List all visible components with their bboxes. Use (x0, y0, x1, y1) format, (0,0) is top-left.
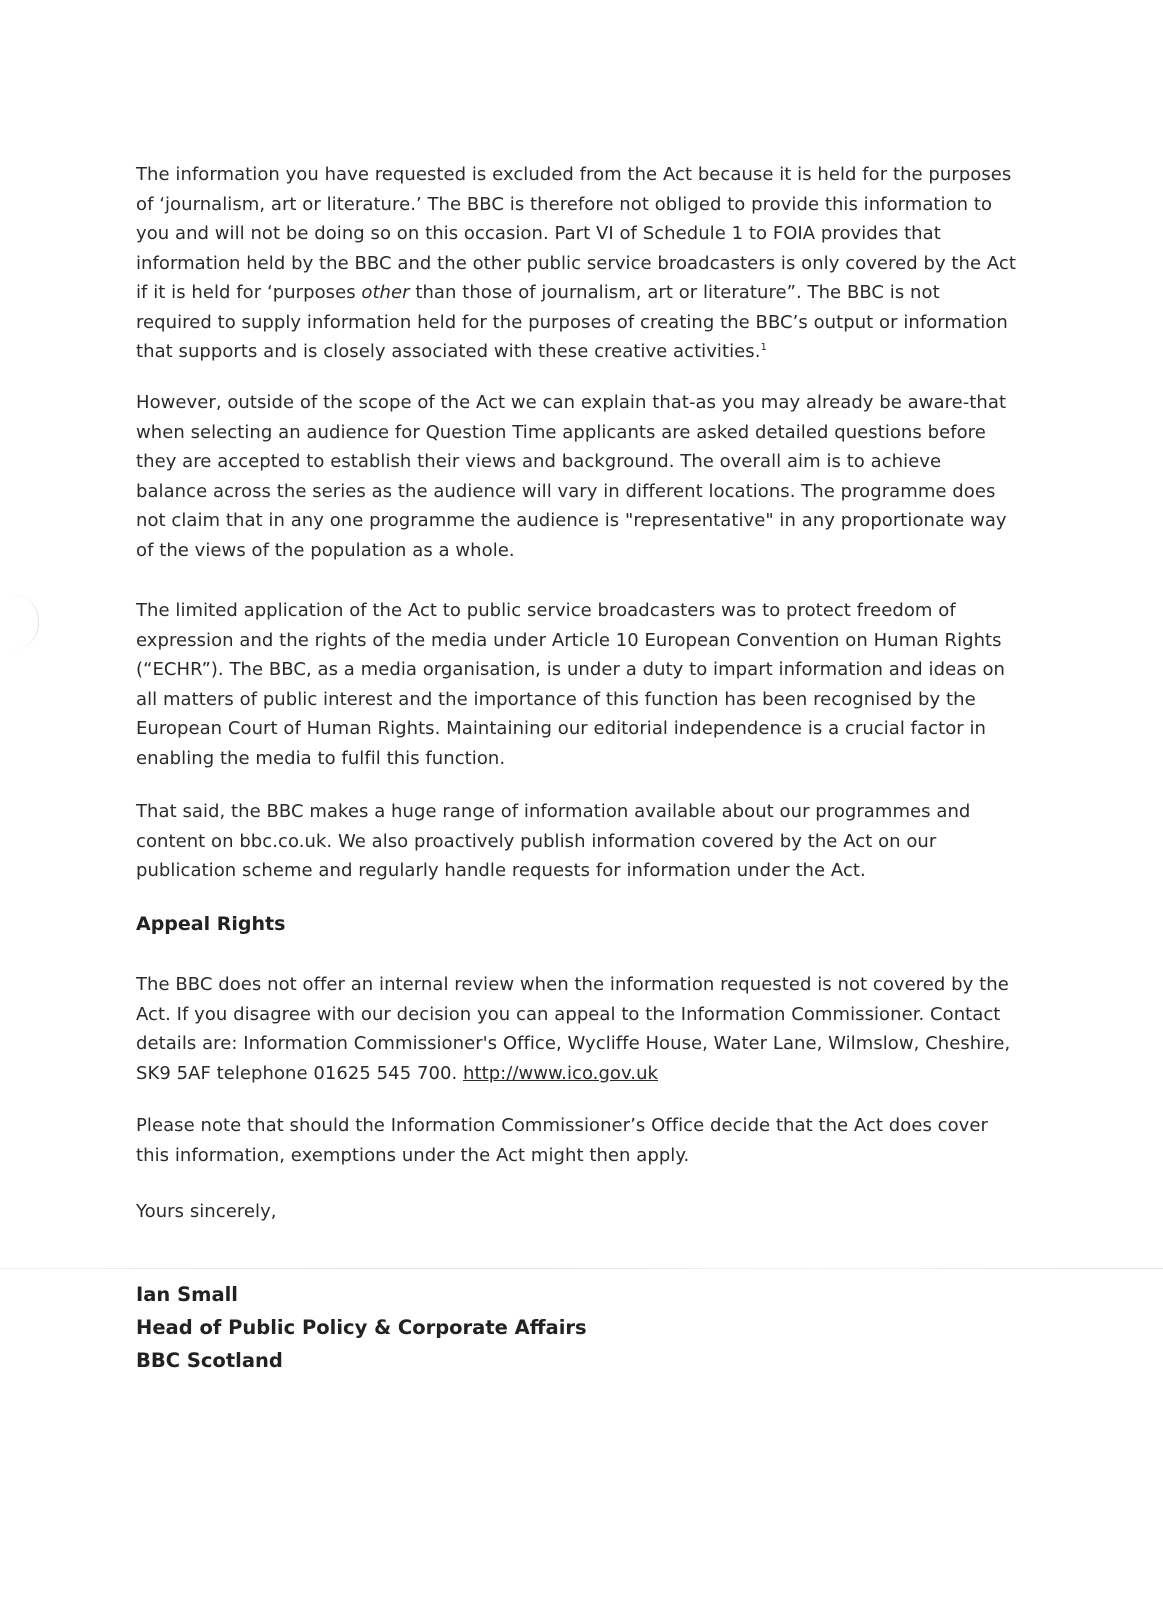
para1-emphasis: other (361, 282, 410, 303)
para1-text-a: The information you have requested is excluded from the Act because it is held for the purposes of ‘journalism, art or literature.’ The BBC is therefore not obliged to provide this information to you and will not be doing so on this occasion. Part VI of Schedule 1 to FOIA provides that information held by the BBC and the other public service broadcasters is only covered by the Act if it is held for ‘purposes (136, 164, 1016, 303)
paragraph-journalism-exclusion (136, 160, 1016, 367)
signatory-name: Ian Small (136, 1283, 238, 1306)
ico-website-link[interactable]: http://www.ico.gov.uk (463, 1062, 659, 1084)
signatory-organisation: BBC Scotland (136, 1349, 283, 1372)
para6-text: Please note that should the Information Commissioner’s Office decide that the Act does cover this information, exemptions under the Act might then apply. (136, 1115, 988, 1166)
paragraph-information-available (136, 797, 1016, 886)
closing-salutation (136, 1197, 1016, 1227)
paragraph-appeal-details (136, 970, 1016, 1088)
punch-hole-mark (12, 594, 39, 650)
paragraph-question-time-audience (136, 388, 1016, 565)
paragraph-limited-application (136, 596, 1016, 773)
para3-text: The limited application of the Act to public service broadcasters was to protect freedom of expression and the rights of the media under Article 10 European Convention on Human Rights (“ECHR”). The BBC, as a media organisation, is under a duty to impart information and ideas on all matters of public interest and the importance of this function has been recognised by the European Court of Human Rights. Maintaining our editorial independence is a crucial factor in enabling the media to fulfil this function. (136, 600, 1005, 769)
para4-text: That said, the BBC makes a huge range of information available about our programmes and content on bbc.co.uk. We also proactively publish information covered by the Act on our publication scheme and regularly handle requests for information under the Act. (136, 801, 971, 881)
para2-text: However, outside of the scope of the Act we can explain that-as you may already be aware-that when selecting an audience for Question Time applicants are asked detailed questions before they are accepted to establish their views and background. The overall aim is to achieve balance across the series as the audience will vary in different locations. The programme does not claim that in any one programme the audience is "representative" in any proportionate way of the views of the population as a whole. (136, 392, 1007, 561)
footnote-marker: 1 (760, 342, 767, 353)
paragraph-exemptions-note (136, 1111, 1016, 1170)
para5-text: The BBC does not offer an internal review when the information requested is not covered by the Act. If you disagree with our decision you can appeal to the Information Commissioner. Contact details are: Information Commissioner's Office, Wycliffe House, Water Lane, Wilmslow, Cheshire, SK9 5AF telephone 01625 545 700. (136, 974, 1011, 1084)
signature-block (136, 1278, 587, 1377)
closing-text: Yours sincerely, (136, 1201, 277, 1222)
scan-fold-line (0, 1268, 1163, 1269)
appeal-rights-heading: Appeal Rights (136, 913, 286, 935)
para1-text-b: than those of journalism, art or literature”. The BBC is not required to supply information held for the purposes of creating the BBC’s output or information that supports and is closely associated with these creative activities. (136, 282, 1008, 362)
signatory-title: Head of Public Policy & Corporate Affairs (136, 1316, 587, 1339)
